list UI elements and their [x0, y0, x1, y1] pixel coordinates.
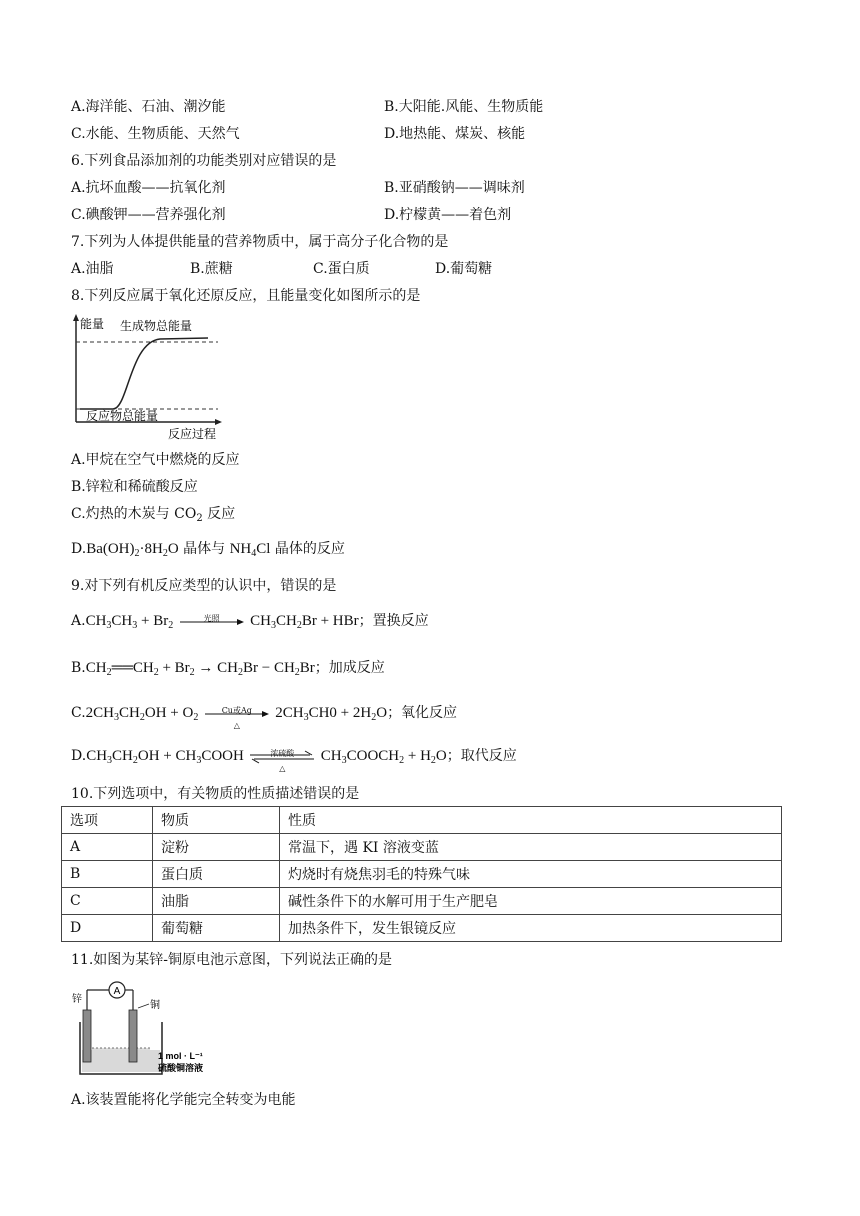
table-cell: B	[62, 861, 153, 888]
table-header: 性质	[280, 807, 782, 834]
table-row	[62, 861, 782, 888]
q5-row-2	[71, 124, 526, 144]
q7-option-a: A.油脂	[71, 261, 114, 277]
svg-text:A: A	[113, 986, 121, 997]
energy-diagram	[68, 312, 228, 442]
zinc-electrode	[83, 1010, 91, 1062]
table-cell: 油脂	[153, 888, 280, 915]
reaction-process-label: 反应过程	[168, 427, 217, 441]
q6-option-a: A.抗坏血酸——抗氧化剂	[71, 180, 226, 196]
table-cell: 常温下，遇 KI 溶液变蓝	[280, 834, 782, 861]
table-header: 选项	[62, 807, 153, 834]
concentration-label: 1 mol · L⁻¹	[158, 1051, 203, 1061]
table-cell: 灼烧时有烧焦羽毛的特殊气味	[280, 861, 782, 888]
table-header: 物质	[153, 807, 280, 834]
galvanic-cell-diagram	[70, 976, 210, 1084]
reversible-arrow: 浓硫酸 △	[250, 746, 314, 766]
q5-option-b: B.大阳能.风能、生物质能	[384, 99, 544, 115]
q9-option-b: $B.CH_2══CH_2 + Br_2 \to CH_2Br - CH_2Br$；加成反应	[71, 660, 385, 678]
q9-stem: 9.对下列有机反应类型的认识中，错误的是	[71, 578, 337, 594]
table-cell: 碱性条件下的水解可用于生产肥皂	[280, 888, 782, 915]
table-cell: 加热条件下，发生银镜反应	[280, 915, 782, 942]
q11-stem: 11.如图为某锌-铜原电池示意图，下列说法正确的是	[71, 952, 392, 968]
table-row	[62, 915, 782, 942]
solution-label: 硫酸铜溶液	[158, 1063, 204, 1073]
table-header-row	[62, 807, 782, 834]
q6-stem: 6.下列食品添加剂的功能类别对应错误的是	[71, 153, 337, 169]
q5-option-d: D.地热能、煤炭、核能	[384, 126, 526, 142]
table-cell: D	[62, 915, 153, 942]
table-cell: A	[62, 834, 153, 861]
q7-option-b: B.蔗糖	[190, 261, 233, 277]
table-cell: C	[62, 888, 153, 915]
q8-option-c: C.灼热的木炭与 $CO_2$ 反应	[71, 506, 236, 524]
copper-label: 铜	[150, 1000, 160, 1011]
table-row	[62, 834, 782, 861]
q6-row-2	[71, 205, 512, 225]
q8-stem: 8.下列反应属于氧化还原反应，且能量变化如图所示的是	[71, 288, 421, 304]
q9-option-d: $D.CH_3CH_2OH$ + $CH_3COOH$ 浓硫酸 △ $CH_3COOCH_2 + H_2O$；取代反应	[71, 748, 517, 773]
properties-table	[61, 806, 782, 942]
q5-row-1	[71, 97, 544, 117]
table-cell: 淀粉	[153, 834, 280, 861]
light-arrow: 光照	[180, 611, 244, 631]
q7-stem: 7.下列为人体提供能量的营养物质中，属于高分子化合物的是	[71, 234, 449, 250]
q8-option-a: A.甲烷在空气中燃烧的反应	[71, 452, 240, 468]
q8-option-b: B.锌粒和稀硫酸反应	[71, 479, 198, 495]
table-cell: 蛋白质	[153, 861, 280, 888]
q5-option-a: A.海洋能、石油、潮汐能	[71, 99, 226, 115]
q7-option-d: D.葡萄糖	[435, 261, 493, 277]
q10-stem: 10.下列选项中，有关物质的性质描述错误的是	[71, 786, 360, 802]
catalyst-arrow: Cu或Ag △	[205, 703, 269, 723]
q9-option-c: $C.2CH_3CH_2OH + O_2$ Cu或Ag △ $2CH_3CH0 + 2H_2O$；氧化反应	[71, 705, 458, 730]
q8-option-d: $D.Ba(OH)_2\cdot 8H_2O$ 晶体与 $NH_4Cl$ 晶体的反应	[71, 541, 345, 559]
products-energy-label: 生成物总能量	[120, 319, 193, 333]
energy-axis-label: 能量	[80, 317, 105, 331]
q7-option-c: C.蛋白质	[313, 261, 370, 277]
q6-option-d: D.柠檬黄——着色剂	[384, 207, 512, 223]
q5-option-c: C.水能、生物质能、天然气	[71, 126, 240, 142]
table-cell: 葡萄糖	[153, 915, 280, 942]
zinc-label: 锌	[72, 994, 82, 1005]
q6-option-c: C.碘酸钾——营养强化剂	[71, 207, 226, 223]
table-row	[62, 888, 782, 915]
q6-row-1	[71, 178, 525, 198]
q9-option-a: $A.CH_3CH_3 + Br_2$ 光照 $CH_3CH_2Br$ + HBr；置换反应	[71, 613, 429, 631]
q6-option-b: B.亚硝酸钠——调味剂	[384, 180, 525, 196]
reactants-energy-label: 反应物总能量	[86, 409, 159, 423]
copper-electrode	[129, 1010, 137, 1062]
q11-option-a: A.该装置能将化学能完全转变为电能	[71, 1092, 296, 1108]
